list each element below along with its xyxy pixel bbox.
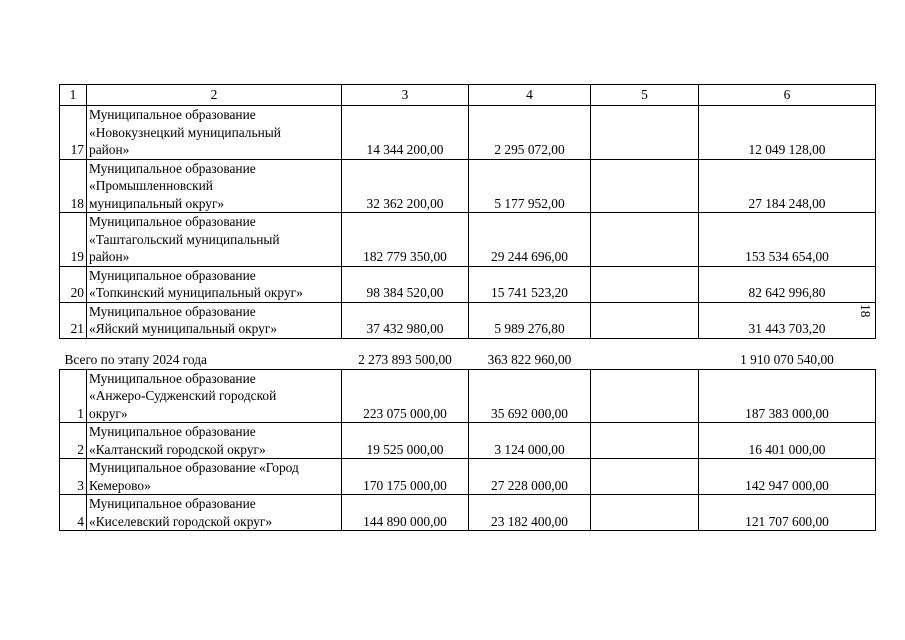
municipality-name: Муниципальное образование «Киселевский городской округ» [87,495,342,531]
amount-col-4: 5 177 952,00 [469,159,591,213]
amount-col-4: 23 182 400,00 [469,495,591,531]
allocation-table [59,84,876,531]
municipality-name: Муниципальное образование «Анжеро-Судженский городской округ» [87,369,342,423]
municipality-name: Муниципальное образование «Топкинский муниципальный округ» [87,266,342,302]
page-number: 18 [858,304,873,318]
amount-col-6: 82 642 996,80 [699,266,876,302]
total-col-5 [591,338,699,369]
amount-col-4: 29 244 696,00 [469,213,591,267]
column-number-header [60,85,876,106]
table-row [60,266,876,302]
municipality-name: Муниципальное образование «Таштагольский муниципальный район» [87,213,342,267]
table-row [60,159,876,213]
total-row [60,338,876,369]
amount-col-6: 153 534 654,00 [699,213,876,267]
municipality-name: Муниципальное образование «Яйский муниципальный округ» [87,302,342,338]
table-row [60,106,876,160]
total-col-6: 1 910 070 540,00 [699,338,876,369]
amount-col-4: 35 692 000,00 [469,369,591,423]
amount-col-3: 37 432 980,00 [342,302,469,338]
header-col-3: 3 [342,85,469,106]
row-number: 3 [60,459,87,495]
row-number: 17 [60,106,87,160]
municipality-name: Муниципальное образование «Город Кемерово» [87,459,342,495]
amount-col-3: 170 175 000,00 [342,459,469,495]
header-col-5: 5 [591,85,699,106]
amount-col-6: 187 383 000,00 [699,369,876,423]
total-label: Всего по этапу 2024 года [60,338,342,369]
amount-col-5 [591,495,699,531]
amount-col-3: 182 779 350,00 [342,213,469,267]
amount-col-5 [591,302,699,338]
amount-col-5 [591,369,699,423]
total-col-3: 2 273 893 500,00 [342,338,469,369]
amount-col-3: 19 525 000,00 [342,423,469,459]
table-row [60,459,876,495]
row-number: 2 [60,423,87,459]
amount-col-4: 5 989 276,80 [469,302,591,338]
table-row [60,369,876,423]
amount-col-4: 15 741 523,20 [469,266,591,302]
header-col-4: 4 [469,85,591,106]
municipality-name: Муниципальное образование «Калтанский городской округ» [87,423,342,459]
amount-col-5 [591,159,699,213]
amount-col-6: 31 443 703,20 [699,302,876,338]
table-row [60,495,876,531]
amount-col-3: 32 362 200,00 [342,159,469,213]
table-row [60,213,876,267]
amount-col-3: 14 344 200,00 [342,106,469,160]
row-number: 21 [60,302,87,338]
row-number: 4 [60,495,87,531]
amount-col-6: 27 184 248,00 [699,159,876,213]
amount-col-4: 3 124 000,00 [469,423,591,459]
amount-col-6: 142 947 000,00 [699,459,876,495]
amount-col-5 [591,213,699,267]
municipality-name: Муниципальное образование «Новокузнецкий муниципальный район» [87,106,342,160]
header-col-6: 6 [699,85,876,106]
municipality-name: Муниципальное образование «Промышленновский муниципальный округ» [87,159,342,213]
amount-col-3: 144 890 000,00 [342,495,469,531]
amount-col-6: 12 049 128,00 [699,106,876,160]
total-col-4: 363 822 960,00 [469,338,591,369]
amount-col-4: 2 295 072,00 [469,106,591,160]
header-col-1: 1 [60,85,87,106]
amount-col-3: 98 384 520,00 [342,266,469,302]
amount-col-6: 16 401 000,00 [699,423,876,459]
row-number: 20 [60,266,87,302]
row-number: 18 [60,159,87,213]
amount-col-5 [591,459,699,495]
amount-col-5 [591,423,699,459]
amount-col-3: 223 075 000,00 [342,369,469,423]
table-row [60,423,876,459]
amount-col-6: 121 707 600,00 [699,495,876,531]
row-number: 1 [60,369,87,423]
header-col-2: 2 [87,85,342,106]
row-number: 19 [60,213,87,267]
amount-col-4: 27 228 000,00 [469,459,591,495]
amount-col-5 [591,266,699,302]
amount-col-5 [591,106,699,160]
table-row [60,302,876,338]
